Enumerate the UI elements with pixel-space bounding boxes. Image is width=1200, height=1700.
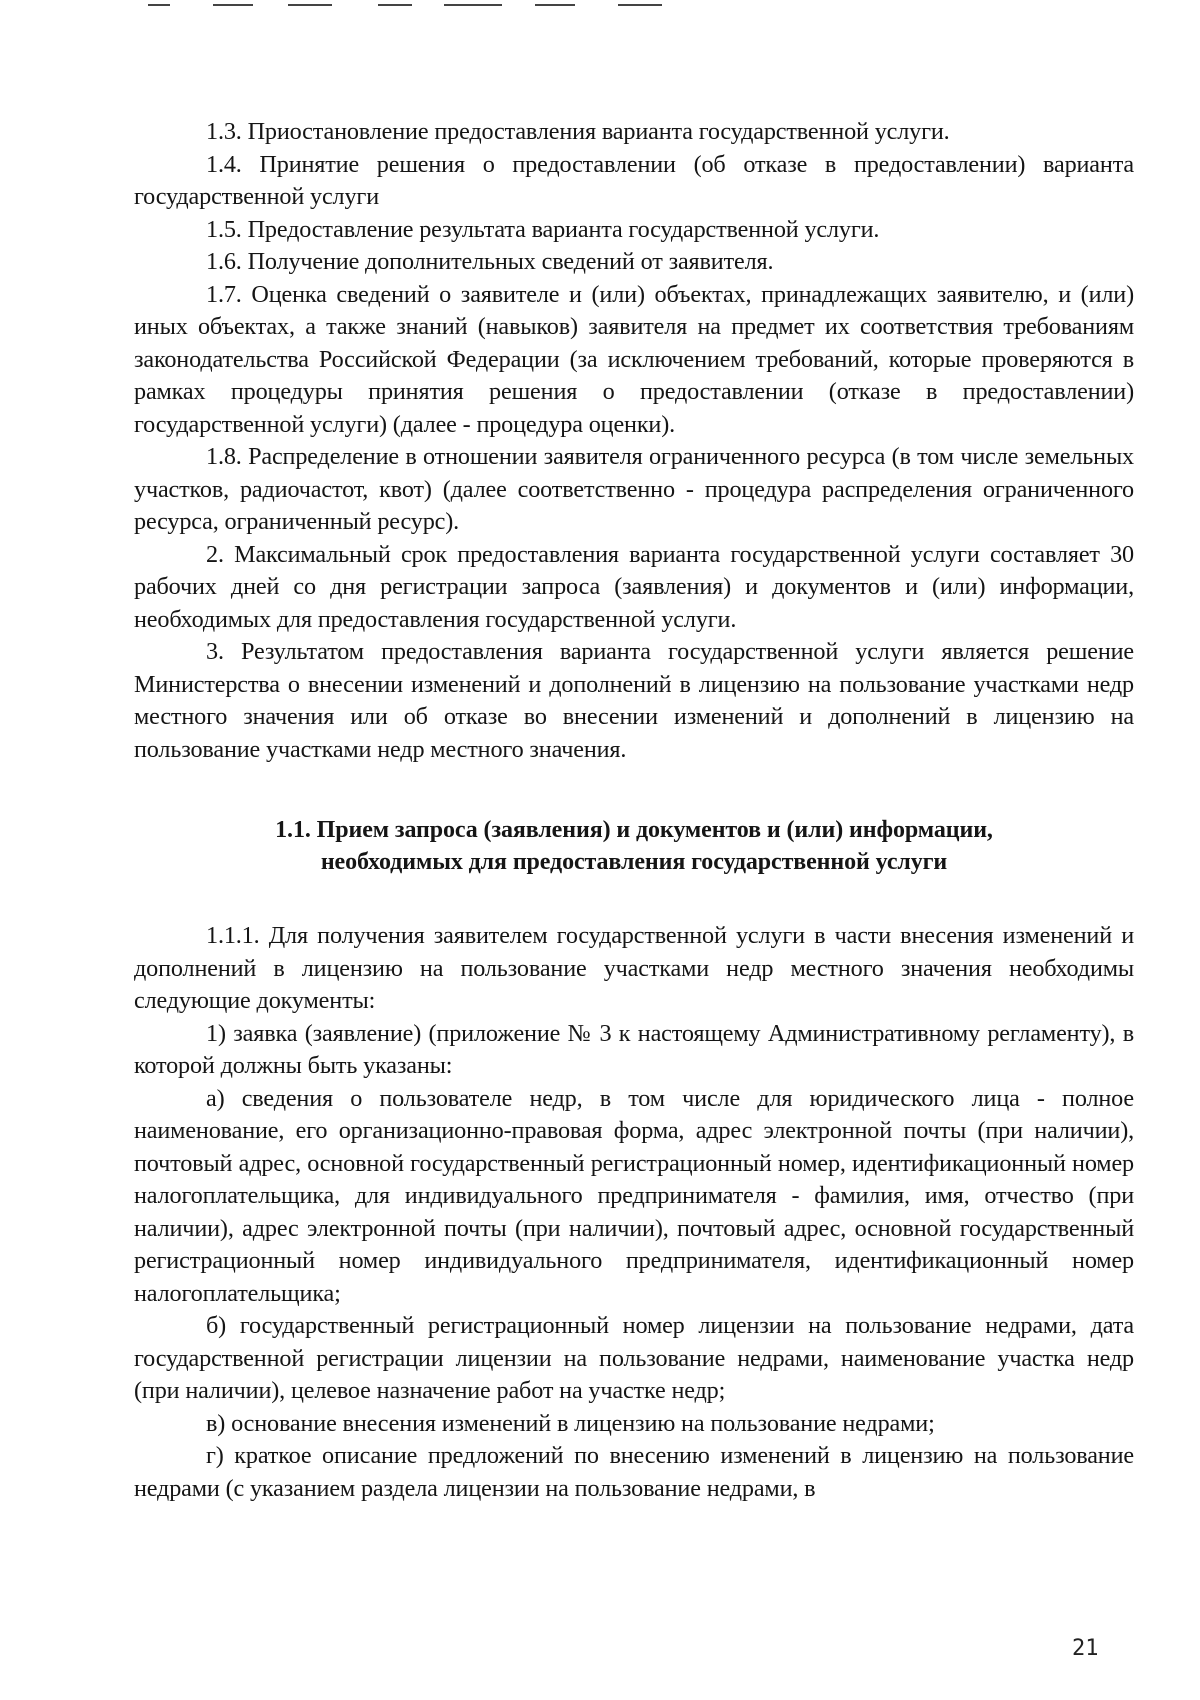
paragraph-1-4: 1.4. Принятие решения о предоставлении (об отказе в предоставлении) варианта государственной услуги [134,150,1134,210]
document-page [134,116,1134,1505]
list-item-v: в) основание внесения изменений в лицензию на пользование недрами; [206,1409,935,1437]
list-item-1: 1) заявка (заявление) (приложение № 3 к настоящему Административному регламенту), в которой должны быть указаны: [134,1019,1134,1079]
section-heading-line-2: необходимых для предоставления государственной услуги [320,849,948,875]
list-item-g: г) краткое описание предложений по внесению изменений в лицензию на пользование недрами (с указанием раздела лицензии на пользование недрами, в [134,1442,1134,1502]
paragraph-2: 2. Максимальный срок предоставления варианта государственной услуги составляет 30 рабочих дней со дня регистрации запроса (заявления) и документов и (или) информации, необходимых для предоставления государственной услуги. [134,540,1134,633]
list-item-a: а) сведения о пользователе недр, в том числе для юридического лица - полное наименование, его организационно-правовая форма, адрес электронной почты (при наличии), почтовый адрес, основной государственный регистрационный номер, идентификационный номер налогоплательщика, для индивидуального предпринимателя - фамилия, имя, отчество (при наличии), адрес электронной почты (при наличии), почтовый адрес, основной государственный регистрационный номер индивидуального предпринимателя, идентификационный номер налогоплательщика; [134,1084,1134,1307]
list-item-b: б) государственный регистрационный номер лицензии на пользование недрами, дата государственной регистрации лицензии на пользование недрами, наименование участка недр (при наличии), целевое назначение работ на участке недр; [134,1312,1134,1404]
paragraph-1-6: 1.6. Получение дополнительных сведений от заявителя. [206,248,774,275]
paragraph-1-3: 1.3. Приостановление предоставления варианта государственной услуги. [206,118,950,145]
paragraph-1-7: 1.7. Оценка сведений о заявителе и (или) объектах, принадлежащих заявителю, и (или) иных объектах, а также знаний (навыков) заявителя на предмет их соответствия требованиям законодательства Российской Федерации (за исключением требований, которые проверяются в рамках процедуры принятия решения о предоставлении (отказе в предоставлении) государственной услуги) (далее - процедура оценки). [134,280,1134,438]
paragraph-1-1-1: 1.1.1. Для получения заявителем государственной услуги в части внесения изменений и дополнений в лицензию на пользование участками недр местного значения необходимы следующие документы: [134,922,1134,1014]
paragraph-1-8: 1.8. Распределение в отношении заявителя ограниченного ресурса (в том числе земельных участков, радиочастот, квот) (далее соответственно - процедура распределения ограниченного ресурса, ограниченный ресурс). [134,443,1134,535]
paragraph-3: 3. Результатом предоставления варианта государственной услуги является решение Министерства о внесении изменений и дополнений в лицензию на пользование участками недр местного значения или об отказе во внесении изменений и дополнений в лицензию на пользование участками недр местного значения. [134,638,1134,763]
section-heading [134,814,1134,878]
scan-header-marks [0,0,1200,14]
section-heading-line-1: 1.1. Прием запроса (заявления) и документов и (или) информации, [275,817,993,843]
paragraph-1-5: 1.5. Предоставление результата варианта государственной услуги. [206,215,880,243]
page-number: 21 [1072,1636,1099,1661]
